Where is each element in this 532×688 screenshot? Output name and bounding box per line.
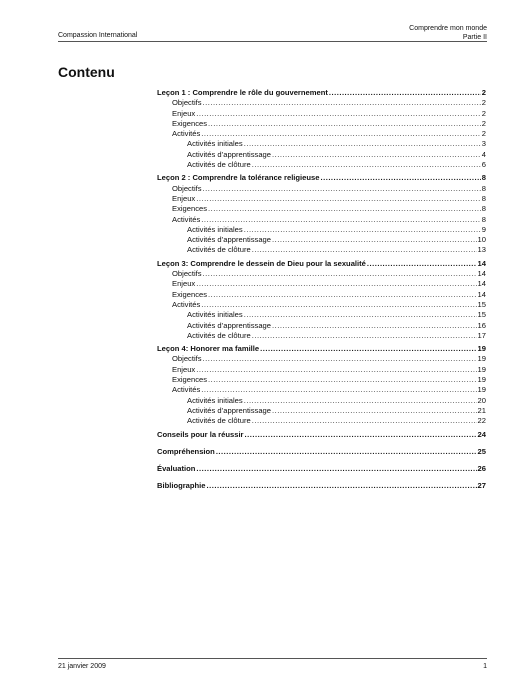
toc-entry[interactable] bbox=[157, 300, 486, 310]
toc-entry-page: 9 bbox=[481, 224, 486, 234]
toc-entry-title: Leçon 2 : Comprendre la tolérance religieuse bbox=[157, 173, 320, 183]
toc-entry-page: 3 bbox=[481, 139, 486, 149]
toc-dot-leader bbox=[201, 215, 480, 225]
toc-entry-page: 21 bbox=[477, 405, 486, 415]
toc-dot-leader bbox=[244, 225, 481, 235]
toc-entry-page: 14 bbox=[477, 289, 486, 299]
toc-entry-title: Activités d’apprentissage bbox=[187, 320, 271, 330]
toc-entry-title: Objectifs bbox=[172, 98, 202, 108]
toc-entry-title: Enjeux bbox=[172, 279, 196, 289]
toc-entry-page: 17 bbox=[477, 330, 486, 340]
toc-entry-page: 27 bbox=[477, 481, 486, 491]
toc-dot-leader bbox=[196, 365, 476, 375]
toc-entry[interactable] bbox=[157, 481, 486, 491]
toc-dot-leader bbox=[320, 173, 480, 183]
toc-entry-page: 8 bbox=[481, 214, 486, 224]
toc-entry-page: 14 bbox=[477, 269, 486, 279]
toc-entry-page: 19 bbox=[477, 354, 486, 364]
toc-dot-leader bbox=[272, 150, 481, 160]
page-title: Contenu bbox=[58, 64, 115, 80]
toc-entry-title: Activités de clôture bbox=[187, 245, 251, 255]
toc-dot-leader bbox=[207, 481, 477, 491]
toc-entry[interactable] bbox=[157, 225, 486, 235]
toc-dot-leader bbox=[196, 109, 481, 119]
toc-dot-leader bbox=[367, 259, 477, 269]
toc-dot-leader bbox=[203, 184, 481, 194]
toc-entry-page: 24 bbox=[477, 429, 486, 439]
toc-entry-title: Bibliographie bbox=[157, 481, 206, 491]
toc-entry-title: Leçon 3: Comprendre le dessein de Dieu pour la sexualité bbox=[157, 258, 366, 268]
toc-entry-page: 19 bbox=[477, 385, 486, 395]
toc-entry-page: 8 bbox=[481, 173, 486, 183]
toc-entry[interactable] bbox=[157, 279, 486, 289]
toc-dot-leader bbox=[252, 160, 481, 170]
toc-entry[interactable] bbox=[157, 88, 486, 98]
toc-entry[interactable] bbox=[157, 259, 486, 269]
toc-dot-leader bbox=[272, 321, 477, 331]
toc-entry[interactable] bbox=[157, 139, 486, 149]
toc-dot-leader bbox=[196, 464, 476, 474]
toc-entry-title: Exigences bbox=[172, 204, 208, 214]
toc-entry-page: 8 bbox=[481, 193, 486, 203]
toc-entry-page: 2 bbox=[481, 98, 486, 108]
toc-entry-title: Activités bbox=[172, 129, 201, 139]
toc-entry-page: 2 bbox=[481, 88, 486, 97]
toc-entry-title: Compréhension bbox=[157, 446, 215, 456]
toc-entry-page: 19 bbox=[477, 364, 486, 374]
toc-entry-page: 8 bbox=[481, 183, 486, 193]
toc-entry[interactable] bbox=[157, 464, 486, 474]
toc-dot-leader bbox=[208, 119, 481, 129]
toc-entry-title: Activités initiales bbox=[187, 224, 243, 234]
toc-dot-leader bbox=[252, 245, 477, 255]
toc-entry-page: 22 bbox=[477, 416, 486, 426]
toc-dot-leader bbox=[203, 354, 477, 364]
toc-entry-page: 13 bbox=[477, 245, 486, 255]
toc-entry-page: 25 bbox=[477, 446, 486, 456]
toc-entry[interactable] bbox=[157, 406, 486, 416]
toc-entry[interactable] bbox=[157, 109, 486, 119]
toc-entry-page: 2 bbox=[481, 108, 486, 118]
toc-entry-title: Objectifs bbox=[172, 183, 202, 193]
toc-entry[interactable] bbox=[157, 365, 486, 375]
toc-entry[interactable] bbox=[157, 310, 486, 320]
toc-dot-leader bbox=[329, 88, 481, 98]
toc-entry-page: 16 bbox=[477, 320, 486, 330]
toc-entry-title: Enjeux bbox=[172, 193, 196, 203]
toc-entry[interactable] bbox=[157, 269, 486, 279]
toc-entry-page: 19 bbox=[477, 344, 486, 354]
toc-entry-title: Leçon 1 : Comprendre le rôle du gouvernement bbox=[157, 88, 328, 97]
toc-dot-leader bbox=[216, 447, 477, 457]
toc-entry[interactable] bbox=[157, 194, 486, 204]
toc-entry-page: 15 bbox=[477, 299, 486, 309]
toc-entry[interactable] bbox=[157, 215, 486, 225]
toc-dot-leader bbox=[208, 375, 477, 385]
toc-dot-leader bbox=[196, 279, 476, 289]
toc-entry-page: 14 bbox=[477, 279, 486, 289]
toc-entry[interactable] bbox=[157, 119, 486, 129]
toc-entry[interactable] bbox=[157, 385, 486, 395]
toc-entry-page: 6 bbox=[481, 160, 486, 170]
toc-entry[interactable] bbox=[157, 344, 486, 354]
toc-entry-title: Activités d’apprentissage bbox=[187, 235, 271, 245]
toc-entry-page: 10 bbox=[477, 235, 486, 245]
toc-entry[interactable] bbox=[157, 354, 486, 364]
toc-dot-leader bbox=[203, 269, 477, 279]
toc-entry[interactable] bbox=[157, 184, 486, 194]
toc-entry[interactable] bbox=[157, 235, 486, 245]
toc-entry-title: Activités bbox=[172, 385, 201, 395]
toc-dot-leader bbox=[244, 396, 477, 406]
toc-entry[interactable] bbox=[157, 129, 486, 139]
toc-entry-title: Activités bbox=[172, 299, 201, 309]
toc-entry-page: 14 bbox=[477, 258, 486, 268]
toc-entry-page: 20 bbox=[477, 395, 486, 405]
toc-entry-page: 15 bbox=[477, 310, 486, 320]
toc-dot-leader bbox=[208, 204, 481, 214]
toc-entry-title: Activités d’apprentissage bbox=[187, 149, 271, 159]
toc-dot-leader bbox=[272, 235, 477, 245]
toc-entry-title: Exigences bbox=[172, 375, 208, 385]
toc-entry-title: Exigences bbox=[172, 118, 208, 128]
toc-entry-title: Activités initiales bbox=[187, 395, 243, 405]
toc-entry-title: Exigences bbox=[172, 289, 208, 299]
toc-entry[interactable] bbox=[157, 396, 486, 406]
toc-entry-title: Enjeux bbox=[172, 108, 196, 118]
header-document-part: Partie II bbox=[462, 34, 487, 41]
toc-dot-leader bbox=[208, 290, 477, 300]
toc-dot-leader bbox=[201, 385, 476, 395]
toc-entry[interactable] bbox=[157, 204, 486, 214]
footer-divider bbox=[58, 658, 487, 659]
toc-entry[interactable] bbox=[157, 160, 486, 170]
toc-entry[interactable] bbox=[157, 416, 486, 426]
toc-dot-leader bbox=[252, 331, 477, 341]
toc-entry-title: Activités initiales bbox=[187, 310, 243, 320]
toc-dot-leader bbox=[272, 406, 477, 416]
toc-entry-title: Activités d’apprentissage bbox=[187, 405, 271, 415]
toc-entry-title: Activités de clôture bbox=[187, 416, 251, 426]
footer-date: 21 janvier 2009 bbox=[58, 663, 106, 670]
toc-entry-title: Enjeux bbox=[172, 364, 196, 374]
header-organization: Compassion International bbox=[58, 32, 138, 39]
toc-dot-leader bbox=[252, 416, 477, 426]
toc-entry-title: Objectifs bbox=[172, 269, 202, 279]
toc-entry-title: Évaluation bbox=[157, 464, 196, 474]
toc-entry[interactable] bbox=[157, 375, 486, 385]
toc-dot-leader bbox=[203, 98, 481, 108]
toc-entry-page: 8 bbox=[481, 204, 486, 214]
toc-entry[interactable] bbox=[157, 98, 486, 108]
toc-dot-leader bbox=[201, 129, 480, 139]
toc-entry-page: 2 bbox=[481, 118, 486, 128]
toc-entry-title: Conseils pour la réussir bbox=[157, 429, 244, 439]
toc-entry[interactable] bbox=[157, 150, 486, 160]
toc-entry[interactable] bbox=[157, 447, 486, 457]
toc-dot-leader bbox=[244, 139, 481, 149]
toc-entry-title: Activités de clôture bbox=[187, 330, 251, 340]
toc-entry[interactable] bbox=[157, 173, 486, 183]
toc-dot-leader bbox=[244, 310, 477, 320]
footer-page-number: 1 bbox=[483, 663, 487, 670]
toc-entry[interactable] bbox=[157, 245, 486, 255]
toc-entry-title: Activités initiales bbox=[187, 139, 243, 149]
toc-entry-page: 19 bbox=[477, 375, 486, 385]
toc-entry-title: Leçon 4: Honorer ma famille bbox=[157, 344, 260, 354]
toc-entry[interactable] bbox=[157, 430, 486, 440]
toc-entry[interactable] bbox=[157, 290, 486, 300]
toc-dot-leader bbox=[245, 430, 477, 440]
toc-dot-leader bbox=[201, 300, 476, 310]
toc-entry-title: Activités bbox=[172, 214, 201, 224]
toc-entry[interactable] bbox=[157, 321, 486, 331]
toc-entry[interactable] bbox=[157, 331, 486, 341]
toc-entry-page: 26 bbox=[477, 464, 486, 474]
header-divider bbox=[58, 41, 487, 42]
toc-entry-title: Activités de clôture bbox=[187, 160, 251, 170]
toc-dot-leader bbox=[260, 344, 476, 354]
table-of-contents bbox=[157, 88, 486, 492]
toc-entry-page: 4 bbox=[481, 149, 486, 159]
toc-entry-title: Objectifs bbox=[172, 354, 202, 364]
header-document-info bbox=[409, 24, 487, 42]
toc-entry-page: 2 bbox=[481, 129, 486, 139]
toc-dot-leader bbox=[196, 194, 481, 204]
header-document-title: Comprendre mon monde bbox=[409, 25, 487, 32]
